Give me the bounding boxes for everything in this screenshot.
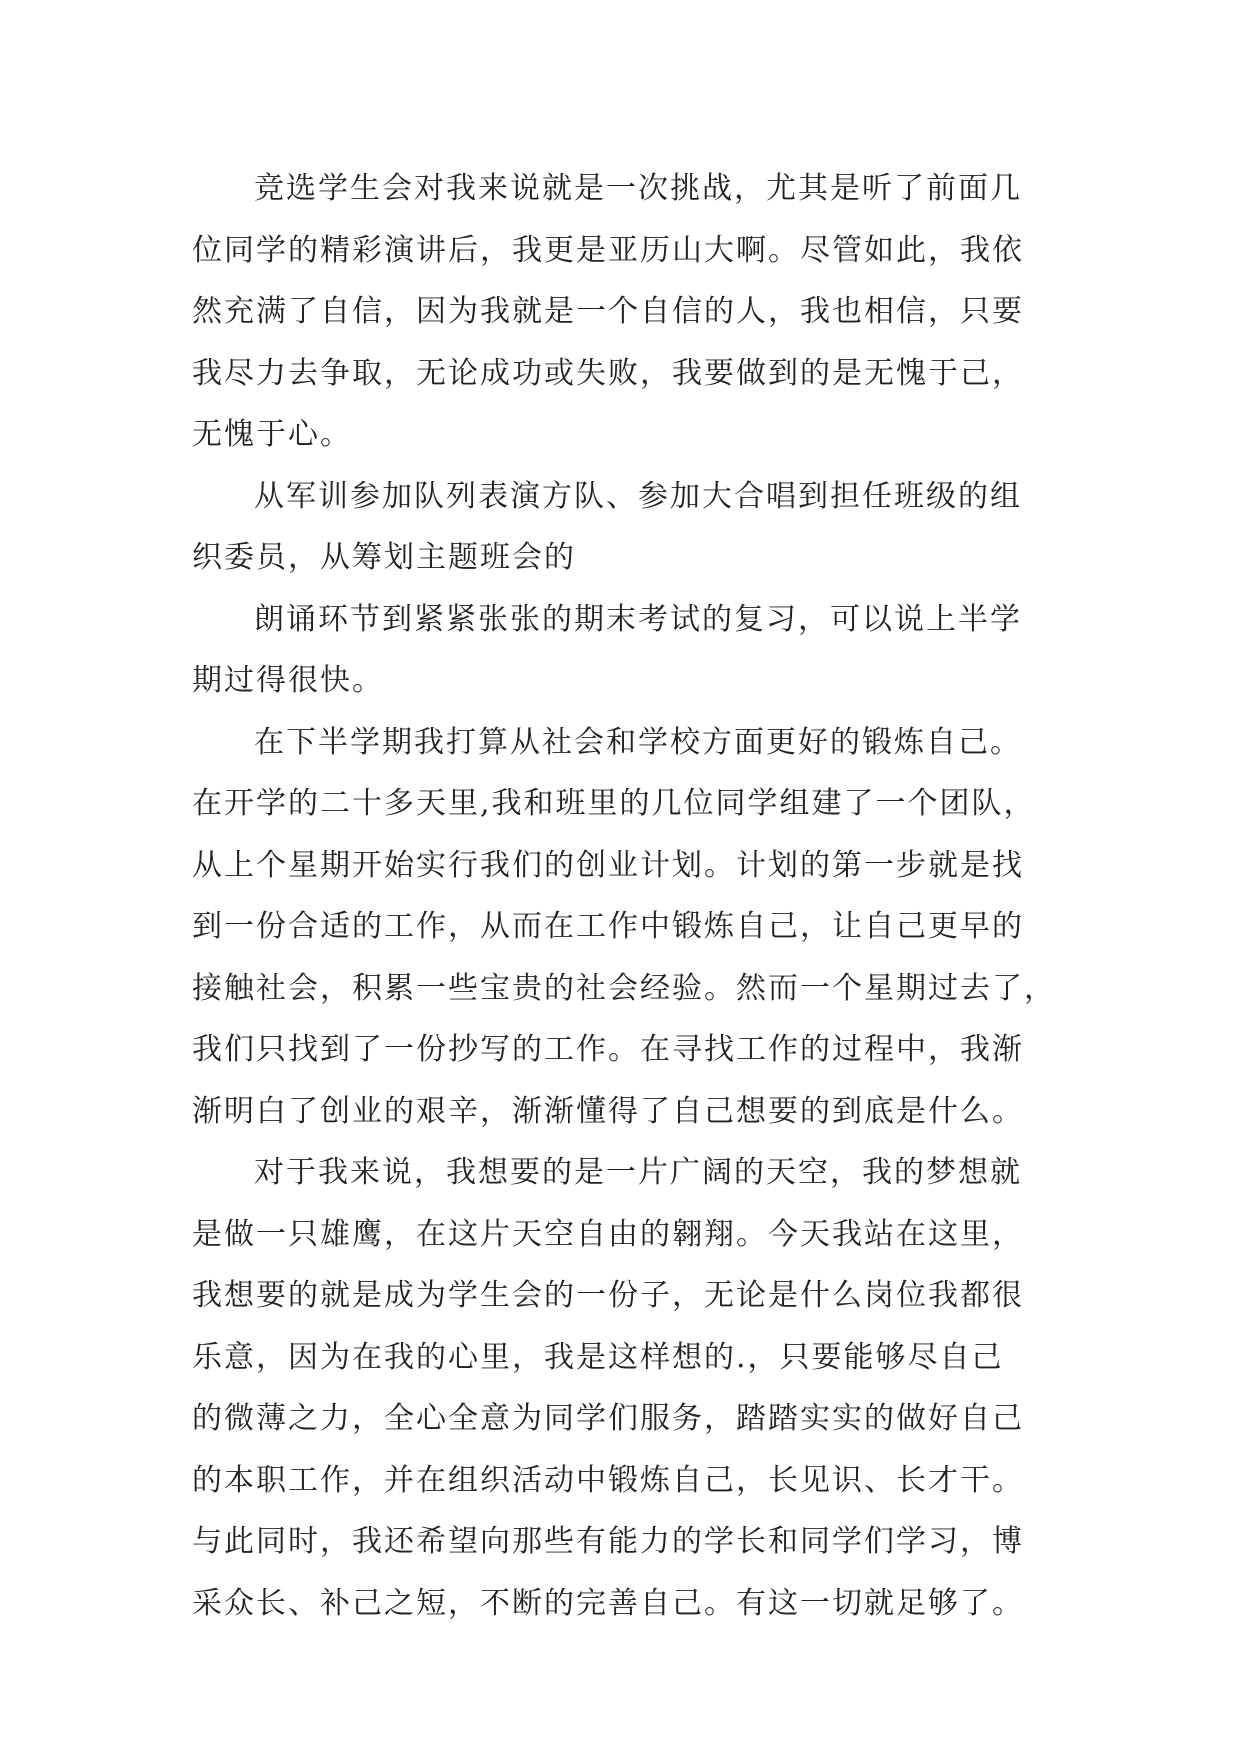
paragraph-line: 在开学的二十多天里,我和班里的几位同学组建了一个团队，: [192, 786, 1036, 821]
paragraph-line: 朗诵环节到紧紧张张的期末考试的复习，可以说上半学: [254, 601, 1022, 637]
paragraph-line: 我想要的就是成为学生会的一份子，无论是什么岗位我都很: [192, 1278, 1024, 1313]
paragraph-line: 渐明白了创业的艰辛，渐渐懂得了自己想要的到底是什么。: [192, 1093, 1024, 1129]
paragraph-line: 从军训参加队列表演方队、参加大合唱到担任班级的组: [254, 478, 1022, 514]
paragraph-line: 乐意，因为在我的心里，我是这样想的.，只要能够尽自己: [192, 1339, 1004, 1375]
paragraph-3: [192, 589, 1072, 712]
document-body: [192, 158, 1072, 1634]
paragraph-line: 竞选学生会对我来说就是一次挑战，尤其是听了前面几: [254, 171, 1022, 206]
paragraph-4: [192, 712, 1072, 1143]
paragraph-line: 对于我来说，我想要的是一片广阔的天空，我的梦想就: [254, 1155, 1022, 1190]
paragraph-line: 与此同时，我还希望向那些有能力的学长和同学们学习，博: [192, 1524, 1024, 1559]
paragraph-2: [192, 466, 1072, 589]
paragraph-line: 织委员，从筹划主题班会的: [192, 540, 576, 575]
paragraph-line: 在下半学期我打算从社会和学校方面更好的锻炼自己。: [254, 724, 1022, 760]
paragraph-line: 的微薄之力，全心全意为同学们服务，踏踏实实的做好自己: [192, 1401, 1024, 1436]
paragraph-line: 期过得很快。: [192, 663, 384, 698]
paragraph-line: 我尽力去争取，无论成功或失败，我要做到的是无愧于己，: [192, 355, 1024, 391]
paragraph-line: 从上个星期开始实行我们的创业计划。计划的第一步就是找: [192, 847, 1024, 883]
paragraph-line: 位同学的精彩演讲后，我更是亚历山大啊。尽管如此，我依: [192, 232, 1024, 268]
paragraph-line: 到一份合适的工作，从而在工作中锻炼自己，让自己更早的: [192, 909, 1024, 944]
paragraph-line: 我们只找到了一份抄写的工作。在寻找工作的过程中，我渐: [192, 1032, 1024, 1067]
paragraph-line: 是做一只雄鹰，在这片天空自由的翱翔。今天我站在这里，: [192, 1216, 1024, 1252]
paragraph-line: 无愧于心。: [192, 417, 352, 452]
paragraph-5: [192, 1142, 1072, 1634]
paragraph-line: 接触社会，积累一些宝贵的社会经验。然而一个星期过去了，: [192, 970, 1056, 1006]
paragraph-line: 的本职工作，并在组织活动中锻炼自己，长见识、长才干。: [192, 1462, 1024, 1498]
paragraph-line: 采众长、补己之短，不断的完善自己。有这一切就足够了。: [192, 1585, 1024, 1621]
paragraph-line: 然充满了自信，因为我就是一个自信的人，我也相信，只要: [192, 294, 1024, 329]
paragraph-1: [192, 158, 1072, 466]
